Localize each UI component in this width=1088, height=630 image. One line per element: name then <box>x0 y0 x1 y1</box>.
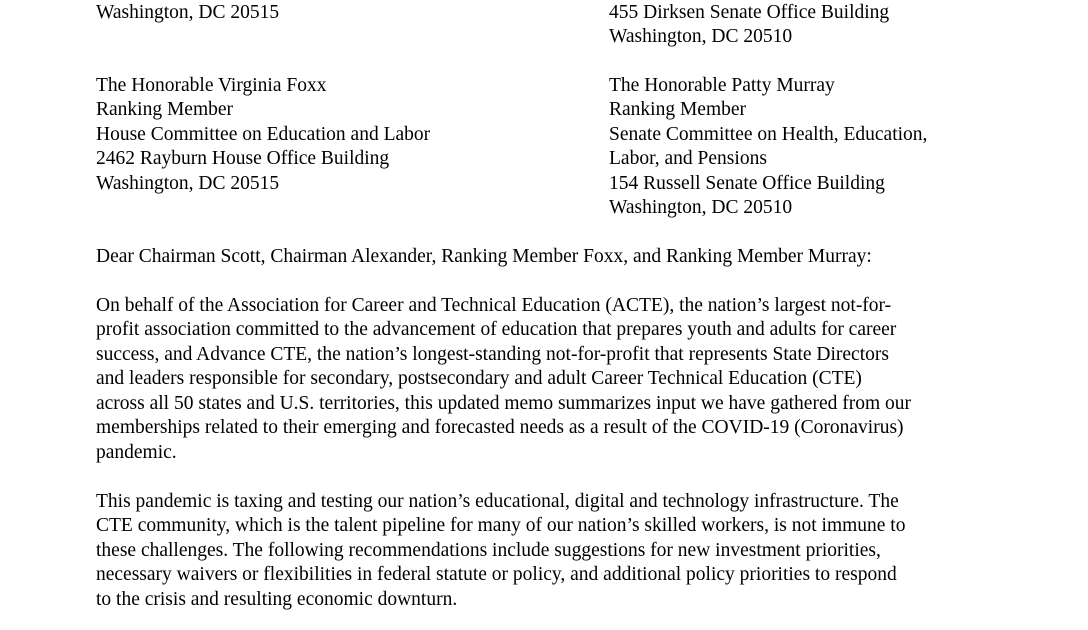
right-address-line: Ranking Member <box>609 99 747 120</box>
paragraph-line: necessary waivers or flexibilities in federal statute or policy, and additional policy priorities to respond <box>96 564 897 585</box>
left-address-line: 2462 Rayburn House Office Building <box>96 148 390 169</box>
paragraph-line: these challenges. The following recommendations include suggestions for new investment priorities, <box>96 540 881 561</box>
right-address-line: Washington, DC 20510 <box>609 197 793 218</box>
right-address-line: Labor, and Pensions <box>609 148 767 169</box>
left-top-city-line: Washington, DC 20515 <box>96 2 280 23</box>
right-address-line: 455 Dirksen Senate Office Building <box>609 2 890 23</box>
right-address-line: 154 Russell Senate Office Building <box>609 173 885 194</box>
right-address-line: Washington, DC 20510 <box>609 26 793 47</box>
left-address-line: Washington, DC 20515 <box>96 173 280 194</box>
left-address-line: The Honorable Virginia Foxx <box>96 75 327 96</box>
paragraph-line: success, and Advance CTE, the nation’s longest-standing not-for-profit that represents State Directors <box>96 344 889 365</box>
paragraph-line: profit association committed to the advancement of education that prepares youth and adults for career <box>96 319 897 340</box>
paragraph-line: across all 50 states and U.S. territories, this updated memo summarizes input we have gathered from our <box>96 393 911 414</box>
paragraph-line: memberships related to their emerging and forecasted needs as a result of the COVID-19 (Coronavirus) <box>96 417 904 438</box>
paragraph-line: On behalf of the Association for Career and Technical Education (ACTE), the nation’s largest not-for- <box>96 295 892 316</box>
paragraph-line: to the crisis and resulting economic downturn. <box>96 589 458 610</box>
left-address-line: House Committee on Education and Labor <box>96 124 431 145</box>
left-address-line: Ranking Member <box>96 99 234 120</box>
paragraph-line: pandemic. <box>96 442 177 463</box>
salutation: Dear Chairman Scott, Chairman Alexander, Ranking Member Foxx, and Ranking Member Murray: <box>96 246 872 267</box>
right-address-line: Senate Committee on Health, Education, <box>609 124 928 145</box>
right-address-line: The Honorable Patty Murray <box>609 75 835 96</box>
paragraph-line: This pandemic is taxing and testing our nation’s educational, digital and technology infrastructure. The <box>96 491 899 512</box>
paragraph-line: and leaders responsible for secondary, postsecondary and adult Career Technical Education (CTE) <box>96 368 862 389</box>
paragraph-line: CTE community, which is the talent pipeline for many of our nation’s skilled workers, is not immune to <box>96 515 906 536</box>
